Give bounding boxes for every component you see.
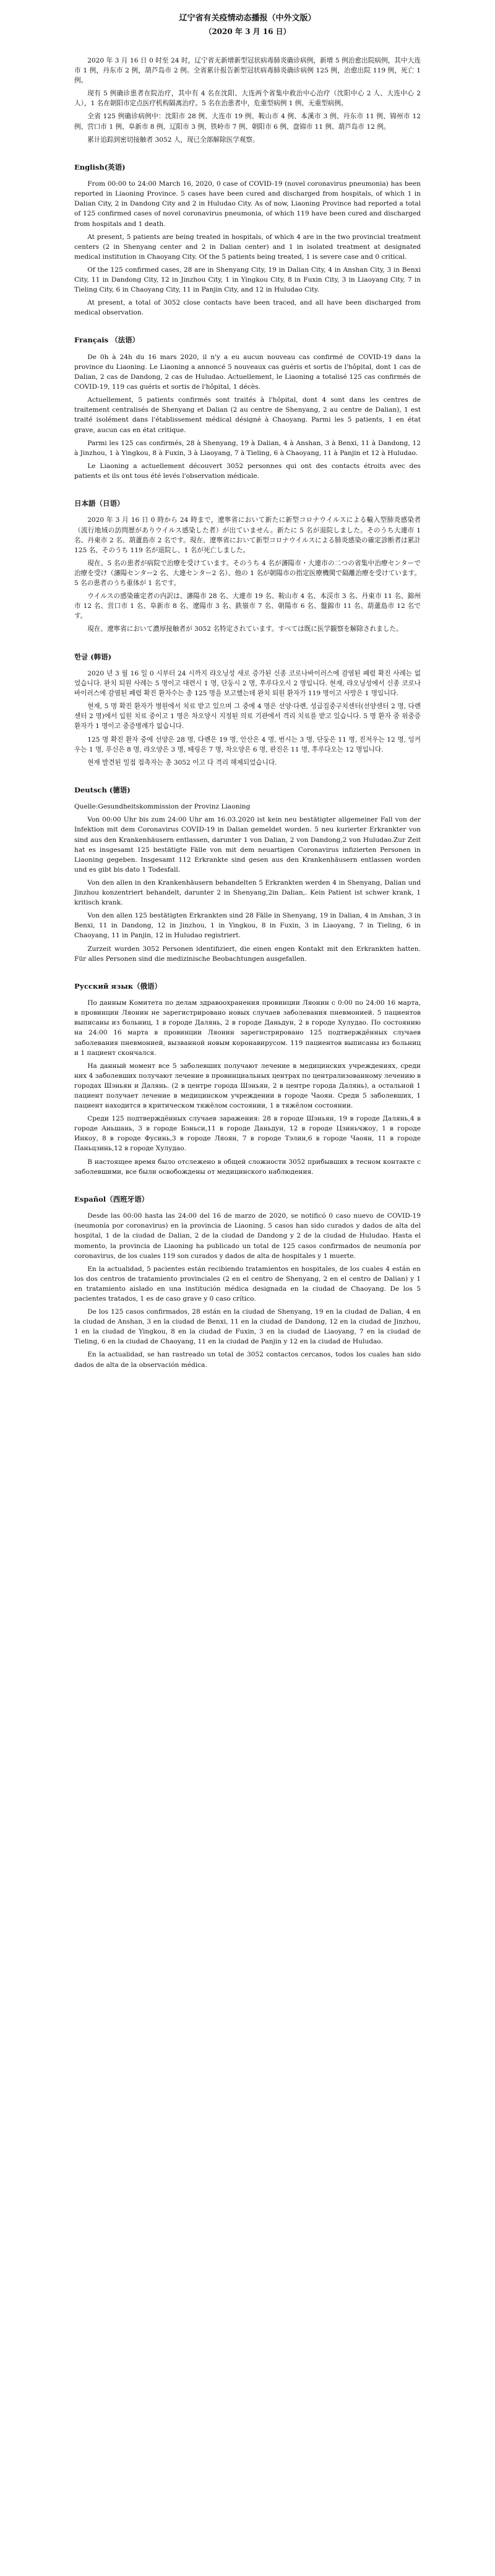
paragraph: На данный момент все 5 заболевших получают лечение в медицинских учреждениях, среди них 4 заболевших получают лечение в провинциальных центрах по централизованному лечению в городах Шэньян и Далянь. (2 в центре города Шэньян, 2 в центре города Далянь), а остальной 1 пациент получает лечение в медицинском учреждении в городе Чаоян. Среди 5 заболевших, 1 пациент находится в критическом тяжёлом состоянии, 1 в тяжёлом состоянии. xyxy=(74,1062,421,1110)
paragraph: Desde las 00:00 hasta las 24:00 del 16 de marzo de 2020, se notificó 0 caso nuevo de COVID-19 (neumonía por coronavirus) en la provincia de Liaoning. 5 casos han sido curados y dados de alta del hospital, 1 de la ciudad de Dalian, 2 de la ciudad de Dandong y 2 de la ciudad de Huludao. Hasta el momento, la provincia de Liaoning ha publicado un total de 125 casos confirmados de neumonía por coronavirus, de los cuales 119 son curados y dados de alta de hospitales y 1 muerte. xyxy=(74,1212,421,1260)
paragraph: At present, 5 patients are being treated in hospitals, of which 4 are in the two provincial treatment centers (2 in Shenyang center and 2 in Dalian center) and 1 in isolated treatment at designated medical institution in Chaoyang City. Of the 5 patients being treated, 1 is severe case and 0 critical. xyxy=(74,233,421,261)
paragraph: From 00:00 to 24:00 March 16, 2020, 0 case of COVID-19 (novel coronavirus pneumonia) has been reported in Liaoning Province. 5 cases have been cured and discharged from hospitals, of which 1 in Dalian City, 2 in Dandong City and 2 in Huludao City. As of now, Liaoning Province had reported a total of 125 confirmed cases of novel coronavirus pneumonia, of which 119 have been cured and discharged from hospitals and 1 death. xyxy=(74,180,421,228)
section-heading: Deutsch (德语) xyxy=(74,785,131,794)
section-heading: 한글 (韩语) xyxy=(74,652,112,661)
section-english xyxy=(74,162,421,318)
section-heading: English(英语) xyxy=(74,162,126,171)
section-russian xyxy=(74,981,421,1177)
paragraph: 현재, 5 명 확진 환자가 병원에서 치료 받고 있으며 그 중에 4 명은 선양·다롄, 성급집중구치센터(선양센터 2 명, 다롄센터 2 명)에서 입원 치료 중이고 1 명은 차오양시 지정된 의료 기관에서 격리 치료를 받고 있습니다. 5 명 환자 중 위중증환자가 1 명이고 중증병례가 없습니다. xyxy=(74,703,421,731)
paragraph: En la actualidad, se han rastreado un total de 3052 contactos cercanos, todos los cuales han sido dados de alta de la observación médica. xyxy=(74,1351,421,1369)
paragraph: ウイルスの感染確定者の内訳は、瀋陽市 28 名、大連市 19 名、鞍山市 4 名、本渓市 3 名、丹東市 11 名、錦州市 12 名、営口市 1 名、阜新市 8 名、遼陽市 3 名、鉄嶺市 7 名、朝陽市 6 名、盤錦市 11 名、葫蘆島市 12 名です。 xyxy=(74,592,421,620)
paragraph: Von den allen in den Krankenhäusern behandelten 5 Erkrankten werden 4 in Shenyang, Dalian und Jinzhou konzentriert behandelt, darunter 2 in Shenyang,2in Dalian,. Kein Patient ist schwer krank, 1 kritisch krank. xyxy=(74,878,421,907)
section-spanish xyxy=(74,1194,421,1370)
section-korean xyxy=(74,652,421,768)
section-french xyxy=(74,335,421,481)
paragraph: En la actualidad, 5 pacientes están recibiendo tratamientos en hospitales, de los cuales 4 están en los dos centros de tratamiento provinciales (2 en el centro de Shenyang, 2 en el centro de Dalian) y 1 en tratamiento aislado en una institución médica designada en la ciudad de Chaoyang. De los 5 pacientes tratados, 1 es de caso grave y 0 caso crítico. xyxy=(74,1265,421,1303)
section-chinese xyxy=(74,56,421,145)
paragraph: 2020 年 3 月 16 日 0 时至 24 时，辽宁省无新增新型冠状病毒肺炎确诊病例，新增 5 例治愈出院病例，其中大连市 1 例，丹东市 2 例，葫芦岛市 2 例。全省累计报告新型冠状病毒肺炎确诊病例 125 例，治愈出院 119 例，死亡 1 例。 xyxy=(74,56,421,85)
section-german xyxy=(74,785,421,964)
paragraph: Le Liaoning a actuellement découvert 3052 personnes qui ont des contacts étroits avec des patients et ils ont tous été levés l'observation médicale. xyxy=(74,462,421,480)
paragraph: Среди 125 подтверждённых случаев заражения: 28 в городе Шэньян, 19 в городе Далянь,4 в городе Аньшань, 3 в городе Бэньси,11 в городе Даньдун, 12 в городе Цзиньчжоу, 1 в городе Инкоу, 8 в городе Фусинь,3 в городе Ляоян, 7 в городе Тэлин,6 в городе Чаоян, 11 в городе Паньцзинь,12 в городе Хулудао. xyxy=(74,1115,421,1153)
paragraph: Von den allen 125 bestätigten Erkrankten sind 28 Fälle in Shenyang, 19 in Dalian, 4 in Anshan, 3 in Benxi, 11 in Dandong, 12 in Jinzhou, 1 in Yingkou, 8 in Fuxin, 3 in Liaoyang, 7 in Tieling, 6 in Chaoyang, 11 in Panjin, 12 in Huludao registriert. xyxy=(74,912,421,940)
paragraph: Zurzeit wurden 3052 Personen identifiziert, die einen engen Kontakt mit den Erkrankten hatten. Für alles Personen sind die medizinische Beobachtungen ausgefallen. xyxy=(74,945,421,963)
paragraph: Actuellement, 5 patients confirmés sont traités à l'hôpital, dont 4 sont dans les centres de traitement centralisés de Shenyang et Dalian (2 au centre de Shenyang, 2 au centre de Dalian), 1 est traité isolément dans l'établissement médical désigné à Chaoyang. Parmi les 5 patients, 1 en état grave, aucun cas en état critique. xyxy=(74,396,421,434)
paragraph: 현재 발견된 밀접 접촉자는 총 3052 이고 다 격리 해제되었습니다. xyxy=(87,758,277,766)
section-heading: Français （法语） xyxy=(74,336,140,345)
paragraph: Parmi les 125 cas confirmés, 28 à Shenyang, 19 à Dalian, 4 à Anshan, 3 à Benxi, 11 à Dandong, 12 à Jinzhou, 1 à Yingkou, 8 à Fuxin, 3 à Liaoyang, 7 à Tieling, 6 à Chaoyang, 11 à Panjin et 12 à Huludao. xyxy=(74,439,421,457)
paragraph: 累计追踪到密切接触者 3052 人，现已全部解除医学观察。 xyxy=(87,136,259,144)
document-date: （2020 年 3 月 16 日） xyxy=(204,27,291,36)
paragraph: В настоящее время было отслежено в общей сложности 3052 прибывших в тесном контакте с заболевшими, все были освобождены от медицинского наблюдения. xyxy=(74,1158,421,1176)
paragraph: Of the 125 confirmed cases, 28 are in Shenyang City, 19 in Dalian City, 4 in Anshan City, 3 in Benxi City, 11 in Dandong City, 12 in Jinzhou City, 1 in Yingkou City, 8 in Fuxin City, 3 in Liaoyang City, 7 in Tieling City, 6 in Chaoyang City, 11 in Panjin City, and 12 in Huludao City. xyxy=(74,266,421,294)
paragraph: 125 명 확진 환자 중에 선양은 28 명, 다롄은 19 명, 안산은 4 명, 번시는 3 명, 단둥은 11 명, 진저우는 12 명, 잉커우는 1 명, 푸신은 8 명, 랴오양은 3 명, 톄링은 7 명, 차오양은 6 명, 판진은 11 명, 후루다오는 12 명입니다. xyxy=(74,735,421,753)
section-heading: Español（西班牙语） xyxy=(74,1194,149,1203)
section-heading: 日本語（日语） xyxy=(74,499,124,508)
paragraph: 現在、遼寧省において濃厚接触者が 3052 名特定されています。すべては既に医学観察を解除されました。 xyxy=(87,625,403,633)
paragraph: 现有 5 例确诊患者在院治疗，其中有 4 名在沈阳、大连两个省集中救治中心治疗（沈阳中心 2 人、大连中心 2 人），1 名在朝阳市定点医疗机构隔离治疗。5 名在治患者中，危重型病例 1 例、无重型病例。 xyxy=(74,90,421,108)
paragraph: По данным Комитета по делам здравоохранения провинции Ляонин с 0:00 по 24:00 16 марта, в провинции Ляонин не зарегистрировано новых случаев заболевания пневмонией. 5 пациентов выписаны из больниц, 1 в городе Далянь, 2 в городе Даньдун, 2 в городе Хулудао. По состоянию на 24:00 16 марта в провинции Ляонин зарегистрировано 125 подтверждённых случаев заболевания пневмонией, вызванной новым коронавирусом. 119 пациентов выписаны из больниц и 1 пациент скончался. xyxy=(74,999,421,1057)
paragraph: Von 00:00 Uhr bis zum 24:00 Uhr am 16.03.2020 ist kein neu bestätigter allgemeiner Fall von der Infektion mit dem Coronavirus COVID-19 in Dalian gemeldet worden. 5 neu kurierter Erkrankter von sind aus den Krankenhäusern entlassen, darunter 1 von Dalian, 2 von Dandong,2 von Huludao.Zur Zeit hat es insgesamt 125 bestätigte Fälle von mit dem neuartigen Coronavirus infizierten Personen in Liaoning gegeben. Insgesamt 112 Erkrankte sind gesen aus den Krankenhäusern entlassen worden und es gibt bis dato 1 Todesfall. xyxy=(74,816,421,874)
paragraph: De los 125 casos confirmados, 28 están en la ciudad de Shenyang, 19 en la ciudad de Dalian, 4 en la ciudad de Anshan, 3 en la ciudad de Benxi, 11 en la ciudad de Dandong, 12 en la ciudad de Jinzhou, 1 en la ciudad de Yingkou, 8 en la ciudad de Fuxin, 3 en la ciudad de Liaoyang, 7 en la ciudad de Tieling, 6 en la ciudad de Chaoyang, 11 en la ciudad de Panjin y 12 en la ciudad de Huludao. xyxy=(74,1308,421,1346)
paragraph: 2020 年 3 月 16 日 0 時から 24 時まで，遼寧省において新たに新型コロナウイルスによる輸入型肺炎感染者（流行地域の訪問歴がありウイルス感染した者）が出ていません。新たに 5 名が退院しました。そのうち大連市 1 名、丹東市 2 名、葫蘆島市 2 名です。現在、遼寧省において新型コロナウイルスによる肺炎感染の確定診断者は累計 125 名、そのうち 119 名が退院し、1 名が死亡しました。 xyxy=(74,516,421,554)
section-japanese xyxy=(74,498,421,635)
paragraph: 2020 년 3 월 16 일 0 시부터 24 시까지 랴오닝성 새로 증가된 신종 코로나바이러스에 감염된 폐렴 확진 사례는 없었습니다. 완치 퇴원 사례는 5 명이고 대련시 1 명, 단둥시 2 명, 후루다오시 2 명입니다. 현재, 랴오닝성에서 신종 코로나바이러스에 감염된 폐렴 확진 환자수는 총 125 명을 보고했는데 완치 퇴원 환자가 119 명이고 사망은 1 명입니다. xyxy=(74,669,421,698)
paragraph: At present, a total of 3052 close contacts have been traced, and all have been discharged from medical observation. xyxy=(74,299,421,317)
document-body xyxy=(74,11,421,1387)
paragraph: 現在、5 名の患者が病院で治療を受けています。そのうち 4 名が瀋陽市・大連市の二つの省集中治療センターで治療を受け（瀋陽センター2 名、大連センター2 名）、他の 1 名が朝陽市の指定医療機関で隔離治療を受けています。5 名の患者のうち重体が 1 名です。 xyxy=(74,559,421,588)
paragraph: Quelle:Gesundheitskommission der Provinz Liaoning xyxy=(74,803,251,811)
section-heading: Русский язык（俄语） xyxy=(74,981,162,991)
paragraph: 全省 125 例确诊病例中：沈阳市 28 例、大连市 19 例、鞍山市 4 例、本溪市 3 例、丹东市 11 例、锦州市 12 例、营口市 1 例、阜新市 8 例、辽阳市 3 例、铁岭市 7 例、朝阳市 6 例、盘锦市 11 例、葫芦岛市 12 例。 xyxy=(74,113,421,131)
paragraph: De 0h à 24h du 16 mars 2020, il n'y a eu aucun nouveau cas confirmé de COVID-19 dans la province du Liaoning. Le Liaoning a annoncé 5 nouveaux cas guéris et sortis de l'hôpital, dont 1 cas de Dalian, 2 cas de Dandong, 2 cas de Huludao. Actuellement, le Liaoning a totalisé 125 cas confirmés de COVID-19, 119 cas guéris et sortis de l'hôpital, 1 décès. xyxy=(74,353,421,391)
document-title: 辽宁省有关疫情动态播报（中外文版） xyxy=(179,14,316,23)
